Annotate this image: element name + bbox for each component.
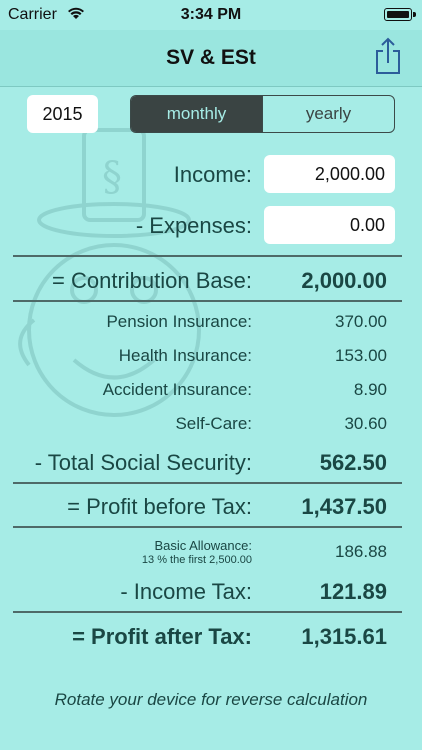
- contribution-base-value: 2,000.00: [301, 268, 387, 293]
- divider: [13, 611, 402, 613]
- svg-text:§: §: [102, 154, 122, 200]
- health-insurance-label: Health Insurance:: [118, 346, 252, 365]
- profit-before-tax-label: = Profit before Tax:: [67, 494, 252, 519]
- divider: [13, 482, 402, 484]
- basic-allowance-label: Basic Allowance:: [154, 538, 252, 553]
- accident-insurance-label: Accident Insurance:: [102, 380, 252, 399]
- pension-insurance-label: Pension Insurance:: [106, 312, 252, 331]
- income-tax-label: - Income Tax:: [120, 579, 252, 604]
- battery-icon: [384, 8, 412, 21]
- profit-before-tax-value: 1,437.50: [301, 494, 387, 519]
- carrier-label: Carrier: [8, 6, 57, 23]
- clock: 3:34 PM: [180, 6, 242, 23]
- expenses-label: - Expenses:: [135, 213, 252, 238]
- share-icon[interactable]: [374, 36, 402, 76]
- divider: [13, 255, 402, 257]
- segment-yearly[interactable]: yearly: [262, 96, 394, 132]
- income-field[interactable]: 2,000.00: [264, 155, 395, 193]
- segment-monthly[interactable]: monthly: [131, 96, 262, 132]
- navigation-bar: [0, 30, 422, 87]
- divider: [13, 300, 402, 302]
- health-insurance-value: 153.00: [335, 346, 387, 365]
- status-bar: [0, 0, 422, 30]
- contribution-base-label: = Contribution Base:: [52, 268, 252, 293]
- profit-after-tax-label: = Profit after Tax:: [72, 624, 252, 649]
- divider: [13, 526, 402, 528]
- rotate-hint: Rotate your device for reverse calculation: [54, 690, 368, 709]
- basic-allowance-sublabel: 13 % the first 2,500.00: [141, 554, 252, 566]
- period-segmented-control[interactable]: [130, 95, 395, 133]
- pension-insurance-value: 370.00: [335, 312, 387, 331]
- income-tax-value: 121.89: [319, 579, 387, 604]
- self-care-value: 30.60: [344, 414, 387, 433]
- year-selector[interactable]: 2015: [27, 95, 98, 133]
- profit-after-tax-value: 1,315.61: [301, 624, 387, 649]
- page-title: SV & ESt: [166, 46, 256, 69]
- total-social-security-label: - Total Social Security:: [34, 450, 252, 475]
- self-care-label: Self-Care:: [175, 414, 252, 433]
- total-social-security-value: 562.50: [319, 450, 387, 475]
- expenses-field[interactable]: 0.00: [264, 206, 395, 244]
- accident-insurance-value: 8.90: [353, 380, 387, 399]
- basic-allowance-value: 186.88: [335, 542, 387, 561]
- income-label: Income:: [173, 162, 252, 187]
